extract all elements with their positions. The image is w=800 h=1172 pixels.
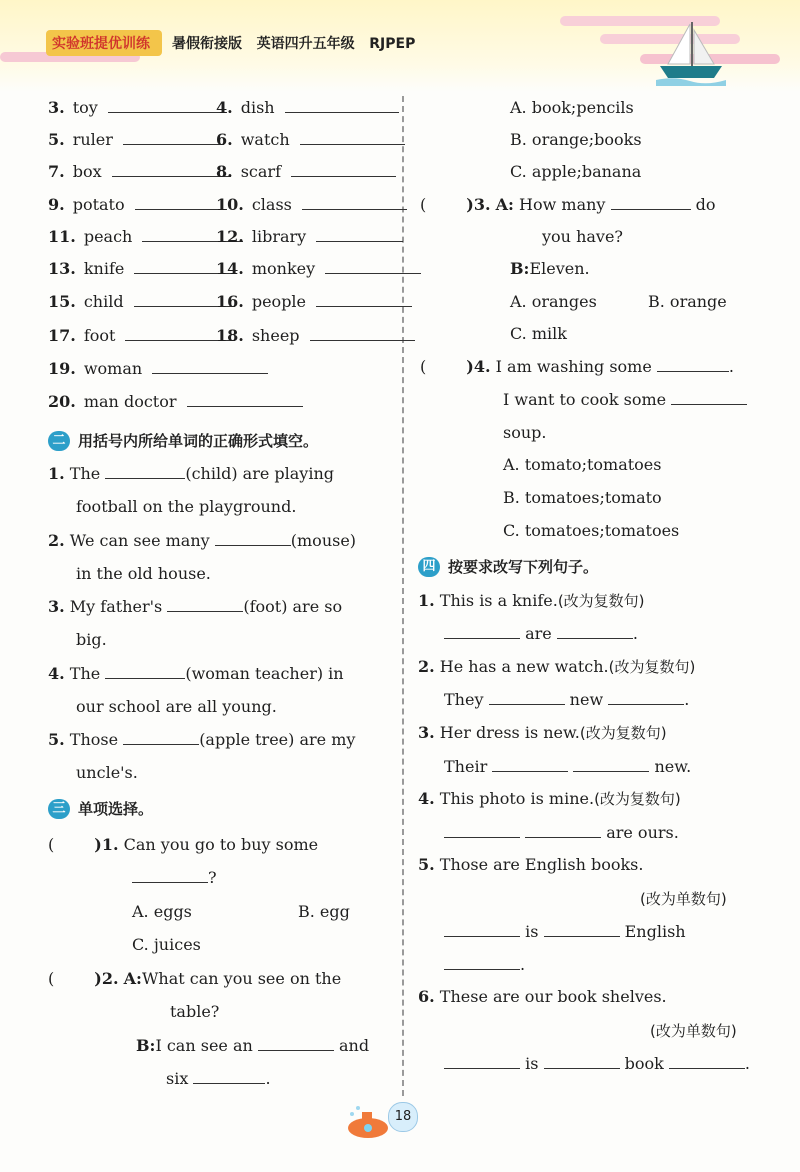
answer-blank[interactable] [215, 531, 291, 546]
submarine-icon [340, 1104, 392, 1140]
s3-q2-cont: table? [170, 1002, 220, 1021]
answer-blank[interactable] [123, 730, 199, 745]
section-4-heading [418, 556, 598, 577]
answer-blank[interactable] [573, 757, 649, 772]
s2-item-5-cont: uncle's. [76, 763, 138, 782]
answer-blank[interactable] [669, 1054, 745, 1069]
section-title: 按要求改写下列句子。 [448, 558, 599, 576]
answer-blank[interactable] [258, 1036, 334, 1051]
s2-item-3: 3. My father's (foot) are so [48, 597, 343, 616]
vocab-item: 4. dish [216, 98, 399, 118]
vocab-item: 20. man doctor [48, 392, 303, 412]
s4-item-3-answer: Their new. [444, 757, 692, 776]
s4-item-5-answer: is English [444, 922, 686, 942]
answer-blank[interactable] [325, 259, 421, 274]
answer-blank[interactable] [285, 98, 399, 113]
s2-item-3-cont: big. [76, 630, 107, 649]
s4-item-5: 5. Those are English books. [418, 855, 644, 874]
section-2-heading [48, 430, 318, 451]
answer-blank[interactable] [444, 624, 520, 639]
subject: 英语四升五年级 [256, 36, 355, 52]
answer-blank[interactable] [316, 292, 412, 307]
vocab-item: 12. library [216, 227, 403, 247]
section-badge: 三 [48, 799, 70, 819]
answer-blank[interactable] [444, 823, 520, 838]
s3-q4-option-b: B. tomatoes;tomato [503, 488, 662, 507]
answer-blank[interactable] [291, 162, 396, 177]
vocab-item: 6. watch [216, 130, 405, 150]
edition: 暑假衔接版 [172, 36, 242, 52]
s3-q4: ( )4. I am washing some . [420, 357, 734, 376]
answer-blank[interactable] [167, 597, 243, 612]
answer-blank[interactable] [671, 390, 747, 405]
answer-blank[interactable] [105, 664, 185, 679]
version: RJPEP [369, 36, 416, 52]
s4-item-1: 1. This is a knife.(改为复数句) [418, 591, 645, 610]
s3-q1-blank-line: ? [132, 868, 217, 888]
s4-item-2-answer: They new . [444, 690, 690, 709]
s2-item-1: 1. The (child) are playing [48, 464, 334, 483]
vocab-item: 9. potato [48, 195, 227, 215]
s4-item-3: 3. Her dress is new.(改为复数句) [418, 723, 667, 742]
answer-blank[interactable] [657, 357, 729, 372]
s3-q2-option-a: A. book;pencils [510, 98, 634, 117]
s3-q4-line2: I want to cook some [503, 390, 747, 410]
s3-q3-cont: you have? [542, 227, 623, 246]
s3-q3-option-c: C. milk [510, 324, 567, 343]
answer-blank[interactable] [444, 1054, 520, 1069]
s4-item-6-answer: is book . [444, 1054, 750, 1074]
section-title: 用括号内所给单词的正确形式填空。 [78, 432, 319, 450]
answer-blank[interactable] [544, 922, 620, 937]
section-badge: 二 [48, 431, 70, 451]
section-badge: 四 [418, 557, 440, 577]
answer-blank[interactable] [310, 326, 415, 341]
section-3-heading [48, 798, 153, 819]
answer-blank[interactable] [135, 195, 227, 210]
answer-blank[interactable] [193, 1069, 265, 1084]
section-title: 单项选择。 [78, 800, 154, 818]
vocab-item: 13. knife [48, 259, 235, 279]
s3-q2-option-c: C. apple;banana [510, 162, 642, 181]
s3-q2-option-b: B. orange;books [510, 130, 642, 149]
vocab-item: 8. scarf [216, 162, 396, 182]
answer-blank[interactable] [525, 823, 601, 838]
s3-q2: ( )2. A:What can you see on the [48, 969, 342, 988]
answer-blank[interactable] [187, 392, 303, 407]
s3-q4-line3: soup. [503, 423, 547, 442]
answer-blank[interactable] [300, 130, 405, 145]
sailboat-icon [656, 20, 726, 86]
answer-blank[interactable] [316, 227, 403, 242]
answer-blank[interactable] [544, 1054, 620, 1069]
vocab-item: 3. toy [48, 98, 227, 118]
header-subtitle [172, 33, 415, 53]
s4-item-5-note: (改为单数句) [640, 890, 727, 908]
s2-item-2-cont: in the old house. [76, 564, 211, 583]
s4-item-2: 2. He has a new watch.(改为复数句) [418, 657, 696, 676]
vocab-item: 19. woman [48, 359, 268, 379]
series-title: 实验班提优训练 [52, 36, 150, 52]
s3-q1-option-c: C. juices [132, 935, 201, 954]
s3-q2-b: B:I can see an and [136, 1036, 370, 1055]
answer-blank[interactable] [105, 464, 185, 479]
vocab-item: 5. ruler [48, 130, 224, 150]
s3-q1-option-b: B. egg [298, 902, 350, 921]
answer-blank[interactable] [444, 955, 520, 970]
page-header [0, 0, 800, 92]
answer-blank[interactable] [112, 162, 231, 177]
answer-blank[interactable] [444, 922, 520, 937]
s2-item-5: 5. Those (apple tree) are my [48, 730, 356, 749]
s2-item-4: 4. The (woman teacher) in [48, 664, 344, 683]
vocab-item: 16. people [216, 292, 412, 312]
s4-item-5-answer-cont: . [444, 955, 525, 975]
answer-blank[interactable] [492, 757, 568, 772]
page-number: 18 [388, 1102, 418, 1132]
s3-q2-b-cont: six . [166, 1069, 271, 1088]
vocab-item: 10. class [216, 195, 407, 215]
s4-item-6-note: (改为单数句) [650, 1022, 737, 1040]
answer-blank[interactable] [123, 130, 224, 145]
vocab-item: 15. child [48, 292, 235, 312]
s3-q3-b: B:Eleven. [510, 259, 590, 278]
s3-q3-option-b: B. orange [648, 292, 727, 311]
s4-item-1-answer: are . [444, 624, 638, 644]
s3-q3-option-a: A. oranges [510, 292, 597, 311]
answer-blank[interactable] [108, 98, 227, 113]
s3-q1-option-a: A. eggs [132, 902, 192, 921]
vocab-item: 17. foot [48, 326, 235, 346]
s4-item-4: 4. This photo is mine.(改为复数句) [418, 789, 681, 808]
vocab-item: 18. sheep [216, 326, 415, 346]
answer-blank[interactable] [557, 624, 633, 639]
s2-item-1-cont: football on the playground. [76, 497, 297, 516]
s3-q4-option-c: C. tomatoes;tomatoes [503, 521, 680, 540]
s2-item-2: 2. We can see many (mouse) [48, 531, 357, 550]
s3-q3: ( )3. A: How many do [420, 195, 716, 214]
s4-item-4-answer: are ours. [444, 823, 679, 843]
s3-q4-option-a: A. tomato;tomatoes [503, 455, 662, 474]
s3-q1: ( )1. Can you go to buy some [48, 835, 319, 854]
answer-blank[interactable] [132, 868, 208, 883]
vocab-item: 11. peach [48, 227, 243, 247]
answer-blank[interactable] [608, 690, 684, 705]
vocab-item: 14. monkey [216, 259, 421, 279]
s2-item-4-cont: our school are all young. [76, 697, 277, 716]
answer-blank[interactable] [611, 195, 691, 210]
s4-item-6: 6. These are our book shelves. [418, 987, 667, 1006]
answer-blank[interactable] [489, 690, 565, 705]
vocab-item: 7. box [48, 162, 231, 182]
answer-blank[interactable] [302, 195, 407, 210]
answer-blank[interactable] [152, 359, 268, 374]
